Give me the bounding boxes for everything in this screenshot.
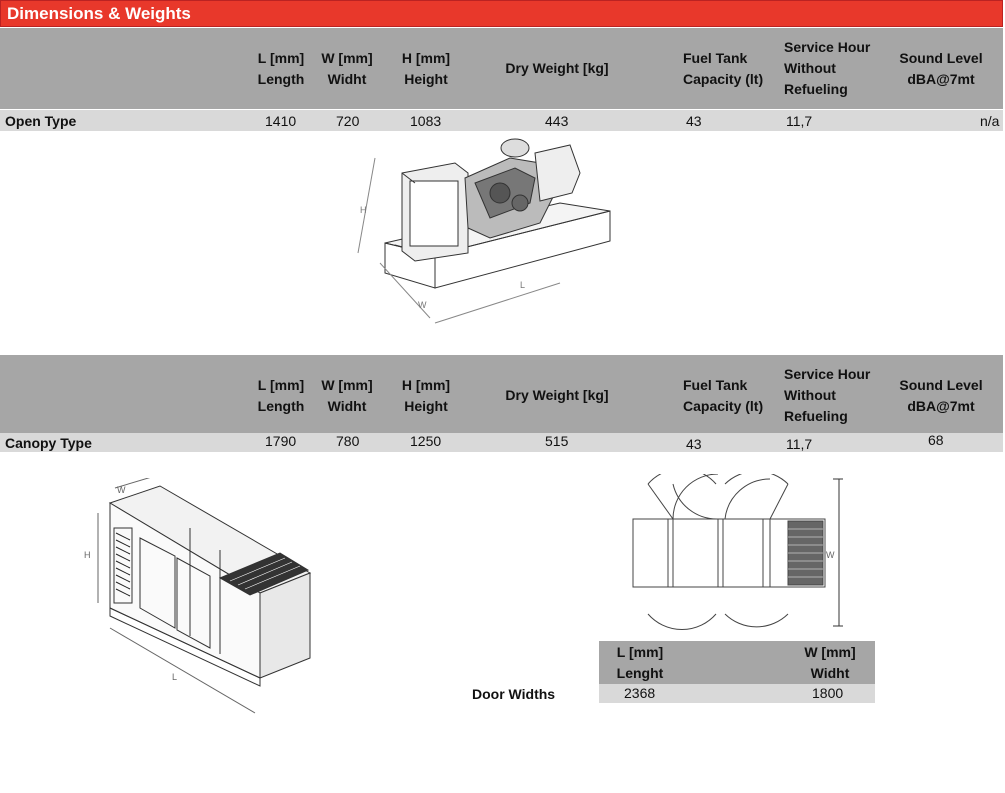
- section-title-bar: [0, 0, 1003, 27]
- dim-w-label: W: [826, 550, 835, 560]
- dim-h-label: H: [84, 550, 91, 560]
- dim-h-label: H: [360, 205, 367, 215]
- cell-fuel: 43: [686, 113, 702, 129]
- col-sound-header: Sound Level dBA@7mt: [899, 50, 983, 87]
- dim-w-label: W: [117, 485, 126, 495]
- dim-l-label: L: [520, 280, 526, 290]
- door-widths-header: [599, 641, 875, 684]
- door-length-value: 2368: [624, 685, 656, 701]
- canopy-type-row: [0, 433, 1003, 452]
- section-title: Dimensions & Weights: [7, 4, 191, 23]
- door-widths-row: [599, 684, 875, 703]
- cell-sound: 68: [928, 432, 944, 448]
- col-height-header: H [mm] Height: [401, 50, 451, 87]
- cell-height: 1250: [410, 433, 442, 449]
- canopy-generator-drawing: [80, 478, 315, 718]
- col-dry-weight-header: Dry Weight [kg]: [505, 60, 609, 76]
- open-type-header: [0, 28, 1003, 109]
- cell-service: 11,7: [786, 436, 813, 452]
- cell-width: 720: [336, 113, 360, 129]
- door-layout-drawing: [628, 474, 848, 634]
- col-width-header: W [mm] Widht: [321, 50, 373, 87]
- door-width-value: 1800: [812, 685, 844, 701]
- cell-length: 1410: [265, 113, 297, 129]
- canopy-type-header: [0, 355, 1003, 433]
- col-fuel-header: Fuel Tank Capacity (lt): [683, 377, 764, 414]
- open-type-generator-drawing: [340, 133, 630, 338]
- col-width-header: W [mm] Widht: [321, 377, 373, 414]
- door-width-header: W [mm] Widht: [804, 644, 856, 681]
- col-length-header: L [mm] Length: [257, 50, 305, 87]
- cell-dry-weight: 515: [545, 433, 569, 449]
- door-length-header: L [mm] Lenght: [616, 644, 664, 681]
- cell-length: 1790: [265, 433, 297, 449]
- row-label: Open Type: [5, 113, 77, 129]
- col-height-header: H [mm] Height: [401, 377, 451, 414]
- cell-dry-weight: 443: [545, 113, 569, 129]
- dim-l-label: L: [172, 672, 178, 682]
- col-length-header: L [mm] Length: [257, 377, 305, 414]
- cell-height: 1083: [410, 113, 442, 129]
- door-widths-label: Door Widths: [472, 686, 556, 702]
- col-service-header: Service Hour Without Refueling: [784, 39, 871, 97]
- col-dry-weight-header: Dry Weight [kg]: [505, 387, 609, 403]
- col-fuel-header: Fuel Tank Capacity (lt): [683, 50, 764, 87]
- dim-w-label: W: [418, 300, 427, 310]
- cell-fuel: 43: [686, 436, 702, 452]
- open-type-row: [0, 110, 1003, 131]
- cell-service: 11,7: [786, 113, 813, 129]
- row-label: Canopy Type: [5, 435, 92, 451]
- cell-width: 780: [336, 433, 360, 449]
- col-service-header: Service Hour Without Refueling: [784, 366, 871, 424]
- cell-sound: n/a: [980, 113, 1000, 129]
- col-sound-header: Sound Level dBA@7mt: [899, 377, 983, 414]
